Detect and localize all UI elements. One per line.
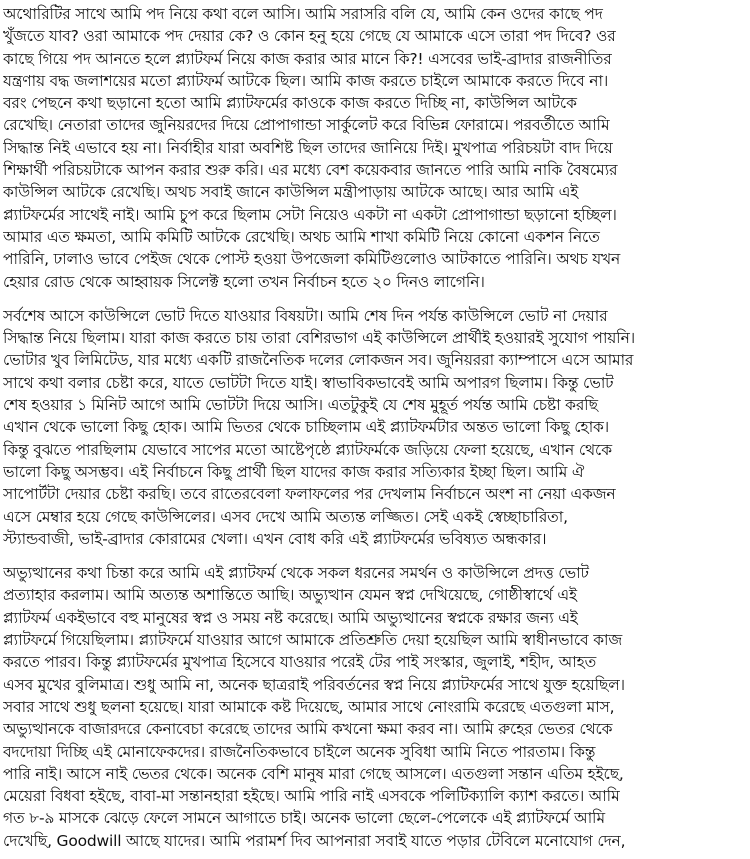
text-line: সর্বশেষ আসে কাউন্সিলে ভোট দিতে যাওয়ার বিষয়টা। আমি শেষ দিন পর্যন্ত কাউন্সিলে ভোট না দেয়ার [3,306,608,325]
text-line: এসে মেম্বার হয়ে গেছে কাউন্সিলের। এসব দেখে আমি অত্যন্ত লজ্জিত। সেই একই স্বেচ্ছাচারিতা, [3,507,568,526]
text-line: ভালো কিছু অসম্ভব। এই নির্বাচনে কিছু প্রার্থী ছিল যাদের কাজ করার সত্যিকার ইচ্ছা ছিল। আমি ঐ [3,462,585,481]
text-line: প্ল্যাটফর্মের সাথেই নাই। আমি চুপ করে ছিলাম সেটা নিয়েও একটা না একটা প্রোপাগান্ডা ছড়ানো হচ্ছিল। [3,205,617,224]
text-line: ভোটার খুব লিমিটেড, যার মধ্যে একটি রাজনৈতিক দলের লোকজন সব। জুনিয়ররা ক্যাম্পাসে এসে আমার [3,351,634,370]
text-line: স্ট্যান্ডবাজী, ভাই-ব্রাদার কোরামের খেলা। এখন বোধ করি এই প্ল্যাটফর্মের ভবিষ্যত অন্ধকার। [3,529,547,548]
text-line: সিদ্ধান্ত নিই এভাবে হয় না। নির্বাহীর যারা অবশিষ্ট ছিল তাদের জানিয়ে দিই। মুখপাত্র পরিচয়টা বাদ দিয়ে [3,138,613,157]
text-line: রেখেছি। নেতারা তাদের জুনিয়রদের দিয়ে প্রোপাগান্ডা সার্কুলেট করে বিভিন্ন ফোরামে। পরবর্তীতে আমি [3,116,610,135]
text-line: কাউন্সিল আটকে রেখেছি। অথচ সবাই জানে কাউন্সিল মন্ত্রীপাড়ায় আটকে আছে। আর আমি এই [3,183,579,202]
text-line: যন্ত্রণায় বদ্ধ জলাশয়ের মতো প্ল্যাটফর্ম আটকে ছিল। আমি কাজ করতে চাইলে আমাকে করতে দিবে না। [3,71,609,90]
text-line: আমার এত ক্ষমতা, আমি কমিটি আটকে রেখেছি। অথচ আমি শাখা কমিটি নিয়ে কোনো একশন নিতে [3,227,600,246]
text-line: প্রত্যাহার করলাম। আমি অত্যন্ত অশান্তিতে আছি। অভ্যুত্থান যেমন স্বপ্ন দেখিয়েছে, গোষ্ঠীস্বার্থে এই [3,586,577,605]
text-line: অভ্যুত্থানকে বাজারদরে কেনাবেচা করেছে তাদের আমি কখনো ক্ষমা করব না। আমি রুহের ভেতর থেকে [3,720,613,739]
text-line: সিদ্ধান্ত নিয়ে ছিলাম। যারা কাজ করতে চায় তারা বেশিরভাগ এই কাউন্সিলে প্রার্থীই হওয়ারই সুযোগ পায়নি। [3,329,635,348]
paragraph-1 [3,3,750,293]
text-line: খুঁজতে যাব? ওরা আমাকে পদ দেয়ার কে? ও কোন হনু হয়ে গেছে যে আমাকে এসে তারা পদ দিবে? ওর [3,27,616,46]
text-line: এসব মুখের বুলিমাত্র। শুধু আমি না, অনেক ছাত্ররাই পরিবর্তনের স্বপ্ন নিয়ে প্ল্যাটফর্মের সাথে যুক্ত হয়েছিল। [3,675,625,694]
text-line: বদদোয়া দিচ্ছি এই মোনাফেকদের। রাজনৈতিকভাবে চাইলে অনেক সুবিধা আমি নিতে পারতাম। কিন্তু [3,742,596,761]
text-line: প্ল্যাটফর্মে গিয়েছিলাম। প্ল্যাটফর্মে যাওয়ার আগে আমাকে প্রতিশ্রুতি দেয়া হয়েছিল আমি স্বাধীনভাবে কাজ [3,631,623,650]
text-line: করতে পারব। কিন্তু প্ল্যাটফর্মের মুখপাত্র হিসেবে যাওয়ার পরেই টের পাই সংস্কার, জুলাই, শহীদ, আহত [3,653,597,672]
text-line: মেয়েরা বিধবা হইছে, বাবা-মা সন্তানহারা হইছে। আমি পারি নাই এসবকে পলিটিক্যালি ক্যাশ করতে। আমি [3,787,620,806]
text-line: এখান থেকে ভালো কিছু হোক। আমি ভিতর থেকে চাচ্ছিলাম এই প্ল্যাটফর্মটার অন্তত ভালো কিছু হোক। [3,418,609,437]
text-line: অভ্যুত্থানের কথা চিন্তা করে আমি এই প্ল্যাটফর্ম থেকে সকল ধরনের সমর্থন ও কাউন্সিলে প্রদত্ত ভোট [3,564,589,583]
text-line: শেষ হওয়ার ১ মিনিট আগে আমি ভোটটা দিয়ে আসি। এতটুকুই যে শেষ মুহূর্ত পর্যন্ত আমি চেষ্টা করছি [3,396,598,415]
text-line: শিক্ষার্থী পরিচয়টাকে আপন করার শুরু করি। এর মধ্যে বেশ কয়েকবার জানতে পারি আমি নাকি বৈষম্যের [3,161,618,180]
text-line: সবার সাথে শুধু ছলনা হয়েছে। যারা আমাকে কষ্ট দিয়েছে, আমার সাথে নোংরামি করেছে এতগুলা মাস, [3,697,615,716]
text-line: পারিনি, ঢালাও ভাবে পেইজ থেকে পোস্ট হওয়া উপজেলা কমিটিগুলোও আটকাতে পারিনি। অথচ যখন [3,250,621,269]
text-line: হেয়ার রোড থেকে আহ্বায়ক সিলেক্ট হলো তখন নির্বাচন হতে ২০ দিনও লাগেনি। [3,272,485,291]
text-line: গত ৮-৯ মাসকে ঝেড়ে ফেলে সামনে আগাতে চাই। অনেক ভালো ছেলে-পেলেকে এই প্ল্যাটফর্মে আমি [3,809,605,828]
text-line: কিন্তু বুঝতে পারছিলাম যেভাবে সাপের মতো আষ্টেপৃষ্ঠে প্ল্যাটফর্মকে জড়িয়ে ফেলা হয়েছে, এখান থেকে [3,440,612,459]
document-body [3,3,750,852]
paragraph-3 [3,562,750,852]
text-line: পারি নাই। আসে নাই ভেতর থেকে। অনেক বেশি মানুষ মারা গেছে আসলে। এতগুলা সন্তান এতিম হইছে, [3,764,624,783]
text-line: দেখেছি, Goodwill আছে যাদের। আমি পরামর্শ দিব আপনারা সবাই যাতে পড়ার টেবিলে মনোযোগ দেন, [3,831,626,850]
text-line: সাপোর্টটা দেয়ার চেষ্টা করছি। তবে রাতেরবেলা ফলাফলের পর দেখলাম নির্বাচনে অংশ না নেয়া একজন [3,485,616,504]
text-line: অথোরিটির সাথে আমি পদ নিয়ে কথা বলে আসি। আমি সরাসরি বলি যে, আমি কেন ওদের কাছে পদ [3,5,603,23]
text-line: প্ল্যাটফর্ম একইভাবে বহু মানুষের স্বপ্ন ও সময় নষ্ট করেছে। আমি অভ্যুত্থানের স্বপ্নকে রক্ষার জন্য এই [3,608,578,627]
text-line: সাথে কথা বলার চেষ্টা করে, যাতে ভোটটা দিতে যাই। স্বাভাবিকভাবেই আমি অপারগ ছিলাম। কিন্তু ভোট [3,373,614,392]
paragraph-2 [3,305,750,550]
text-line: কাছে গিয়ে পদ আনতে হলে প্ল্যাটফর্ম নিয়ে কাজ করার আর মানে কি?! এসবের ভাই-ব্রাদার রাজনীতির [3,49,612,68]
text-line: বরং পেছনে কথা ছড়ানো হতো আমি প্ল্যাটফর্মের কাওকে কাজ করতে দিচ্ছি না, কাউন্সিল আটকে [3,94,577,113]
